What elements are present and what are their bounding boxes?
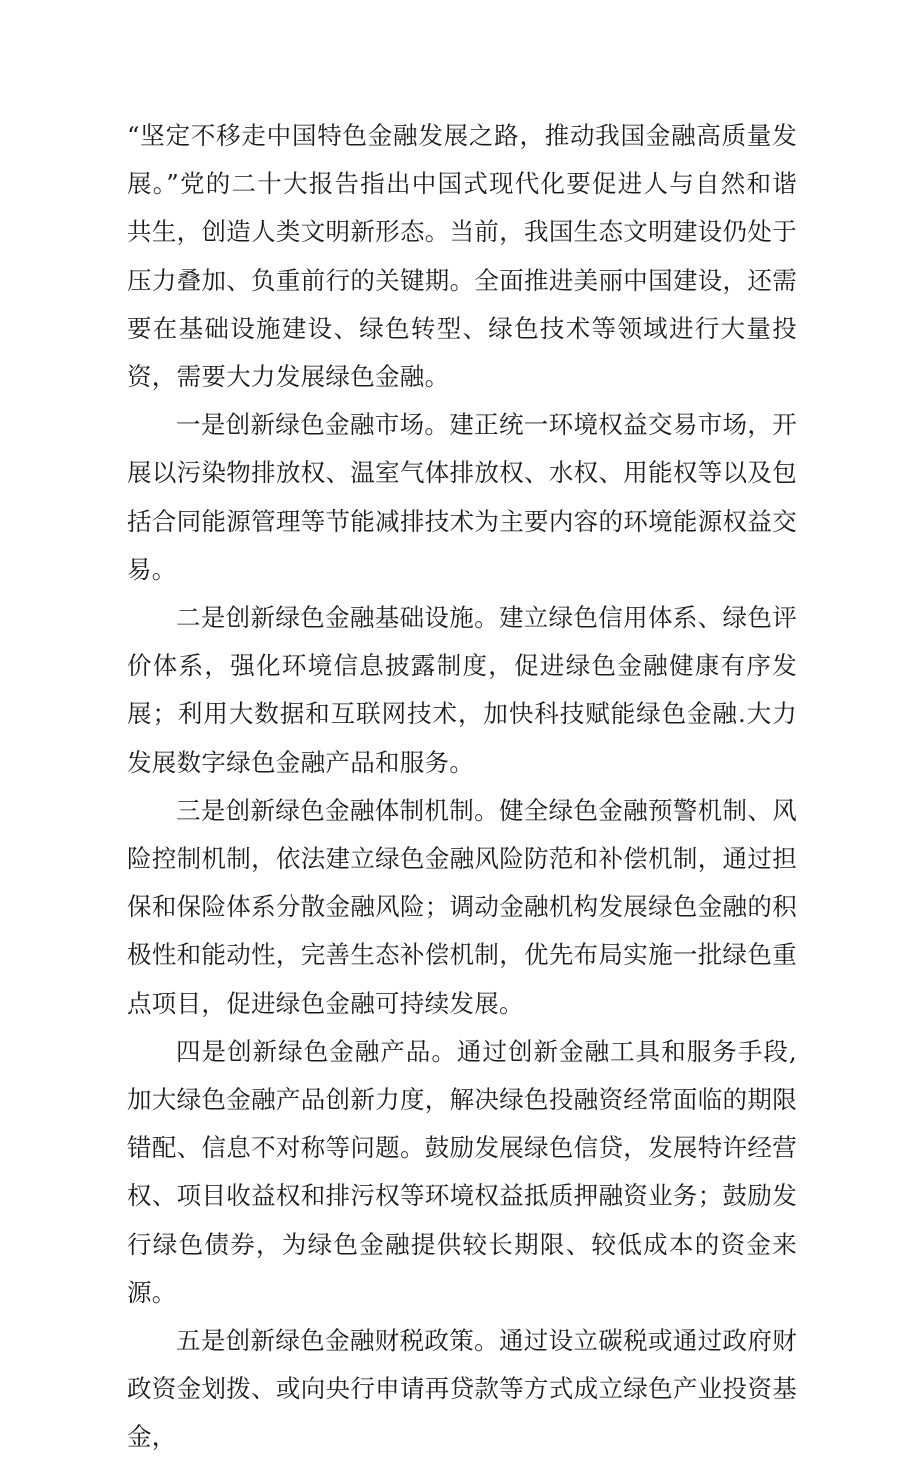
paragraph-green-finance-infrastructure: 二是创新绿色金融基础设施。建立绿色信用体系、绿色评价体系，强化环境信息披露制度，促进绿色金融健康有序发展；利用大数据和互联网技术，加快科技赋能绿色金融.大力发展数字绿色金融产品和服务。 (127, 603, 797, 777)
paragraph-green-finance-mechanism: 三是创新绿色金融体制机制。健全绿色金融预警机制、风险控制机制，依法建立绿色金融风险防范和补偿机制，通过担保和保险体系分散金融风险；调动金融机构发展绿色金融的积极性和能动性，完善生态补偿机制，优先布局实施一批绿色重点项目，促进绿色金融可持续发展。 (127, 795, 797, 1018)
document-body (127, 112, 797, 1462)
paragraph-intro: “坚定不移走中国特色金融发展之路，推动我国金融高质量发展。”党的二十大报告指出中国式现代化要促进人与自然和谐共生，创造人类文明新形态。当前，我国生态文明建设仍处于压力叠加、负重前行的关键期。全面推进美丽中国建设，还需要在基础设施建设、绿色转型、绿色技术等领域进行大量投资，需要大力发展绿色金融。 (127, 121, 797, 392)
paragraph-green-finance-market: 一是创新绿色金融市场。建正统一环境权益交易市场，开展以污染物排放权、温室气体排放权、水权、用能权等以及包括合同能源管理等节能减排技术为主要内容的环境能源权益交易。 (127, 410, 797, 584)
paragraph-green-finance-tax-policy: 五是创新绿色金融财税政策。通过设立碳税或通过政府财政资金划拨、或向央行申请再贷款等方式成立绿色产业投资基金， (127, 1326, 797, 1452)
paragraph-green-finance-products: 四是创新绿色金融产品。通过创新金融工具和服务手段,加大绿色金融产品创新力度，解决绿色投融资经常面临的期限错配、信息不对称等问题。鼓励发展绿色信贷，发展特许经营权、项目收益权和排污权等环境权益抵质押融资业务；鼓励发行绿色债券，为绿色金融提供较长期限、较低成本的资金来源。 (127, 1036, 797, 1307)
